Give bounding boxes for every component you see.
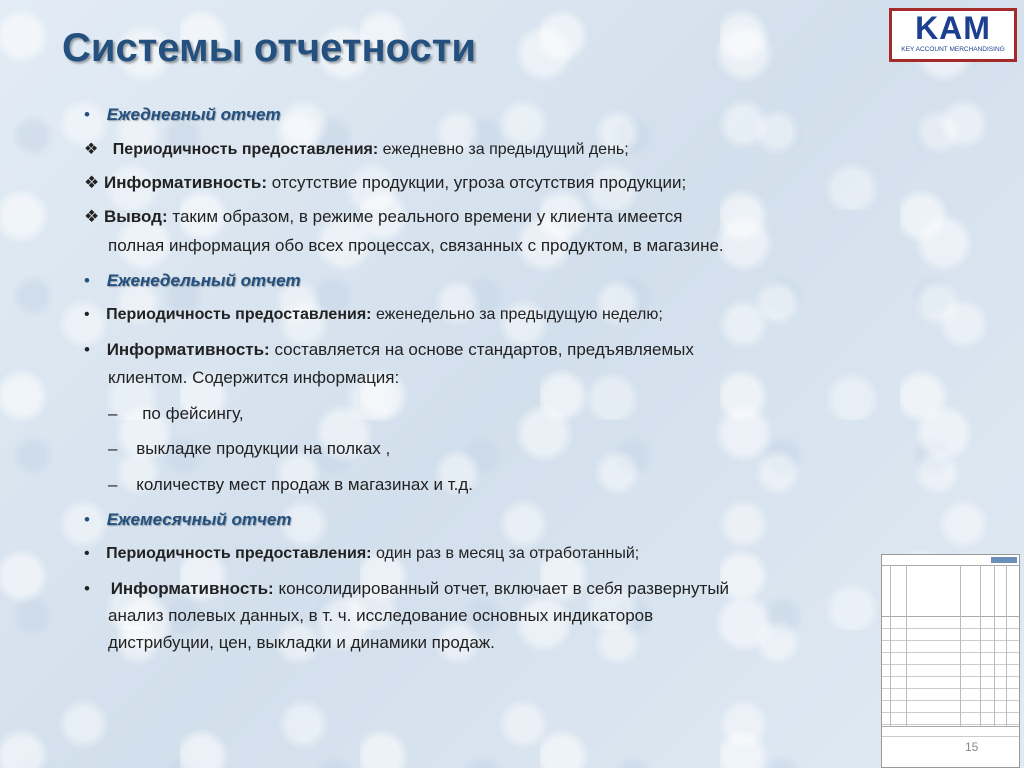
report-form-thumbnail xyxy=(881,554,1020,768)
bullet-icon: • xyxy=(84,545,90,562)
diamond-bullet-icon: ❖ xyxy=(84,207,100,226)
monthly-heading: Ежемесячный отчет xyxy=(106,510,292,529)
logo-sub-text: KEY ACCOUNT MERCHANDISING xyxy=(901,46,1005,53)
daily-period-line xyxy=(84,139,629,159)
weekly-heading: Еженедельный отчет xyxy=(106,271,301,290)
weekly-sub-item-text: по фейсингу, xyxy=(142,404,244,423)
monthly-info-text-1: консолидированный отчет, включает в себя развернутый xyxy=(278,579,730,598)
daily-heading: Ежедневный отчет xyxy=(106,105,281,124)
weekly-sub-item-text: выкладке продукции на полках , xyxy=(136,439,391,458)
monthly-period-line xyxy=(84,545,639,563)
monthly-info-label: Информативность: xyxy=(110,579,274,598)
weekly-info-line xyxy=(84,340,694,360)
weekly-info-label: Информативность: xyxy=(106,340,270,359)
diamond-bullet-icon: ❖ xyxy=(84,141,99,158)
monthly-heading-line xyxy=(84,510,292,530)
page-number: 15 xyxy=(965,740,979,754)
logo-main-text: KAM xyxy=(915,10,991,46)
dash-icon: – xyxy=(108,404,118,423)
bullet-icon: • xyxy=(84,340,90,359)
weekly-heading-line xyxy=(84,271,301,291)
weekly-period-line xyxy=(84,306,663,324)
weekly-sub-item xyxy=(108,404,244,424)
daily-period-label: Периодичность предоставления: xyxy=(112,141,379,158)
weekly-period-label: Периодичность предоставления: xyxy=(106,306,372,323)
daily-period-text: ежедневно за предыдущий день; xyxy=(382,141,629,158)
monthly-info-line-3: дистрибуции, цен, выкладки и динамики продаж. xyxy=(108,633,495,652)
slide-title: Системы отчетности xyxy=(62,26,476,70)
kam-logo xyxy=(889,8,1017,62)
monthly-info-line-2: анализ полевых данных, в т. ч. исследование основных индикаторов xyxy=(108,606,654,625)
bullet-icon: • xyxy=(84,105,90,124)
dash-icon: – xyxy=(108,439,118,458)
weekly-period-text: еженедельно за предыдущую неделю; xyxy=(375,306,663,323)
daily-conclusion-line xyxy=(84,207,682,227)
monthly-period-label: Периодичность предоставления: xyxy=(106,545,372,562)
dash-icon: – xyxy=(108,475,118,494)
thumbnail-header-bar xyxy=(991,557,1017,563)
daily-conclusion-text-1: таким образом, в режиме реального времени у клиента имеется xyxy=(172,207,683,226)
weekly-info-line-2: клиентом. Содержится информация: xyxy=(108,368,400,387)
diamond-bullet-icon: ❖ xyxy=(84,173,100,192)
weekly-sub-item-text: количеству мест продаж в магазинах и т.д. xyxy=(136,475,473,494)
bullet-icon: • xyxy=(84,579,90,598)
daily-info-line xyxy=(84,173,686,193)
weekly-sub-item xyxy=(108,439,390,459)
daily-info-label: Информативность: xyxy=(103,173,268,192)
bullet-icon: • xyxy=(84,271,90,290)
monthly-period-text: один раз в месяц за отработанный; xyxy=(375,545,640,562)
bullet-icon: • xyxy=(84,306,90,323)
daily-heading-line xyxy=(84,105,281,125)
bullet-icon: • xyxy=(84,510,90,529)
daily-conclusion-line-2: полная информация обо всех процессах, связанных с продуктом, в магазине. xyxy=(108,236,724,255)
daily-conclusion-label: Вывод: xyxy=(103,207,168,226)
weekly-sub-item xyxy=(108,475,473,495)
monthly-info-line xyxy=(84,579,729,599)
daily-info-text: отсутствие продукции, угроза отсутствия продукции; xyxy=(271,173,687,192)
weekly-info-text-1: составляется на основе стандартов, предъявляемых xyxy=(274,340,694,359)
